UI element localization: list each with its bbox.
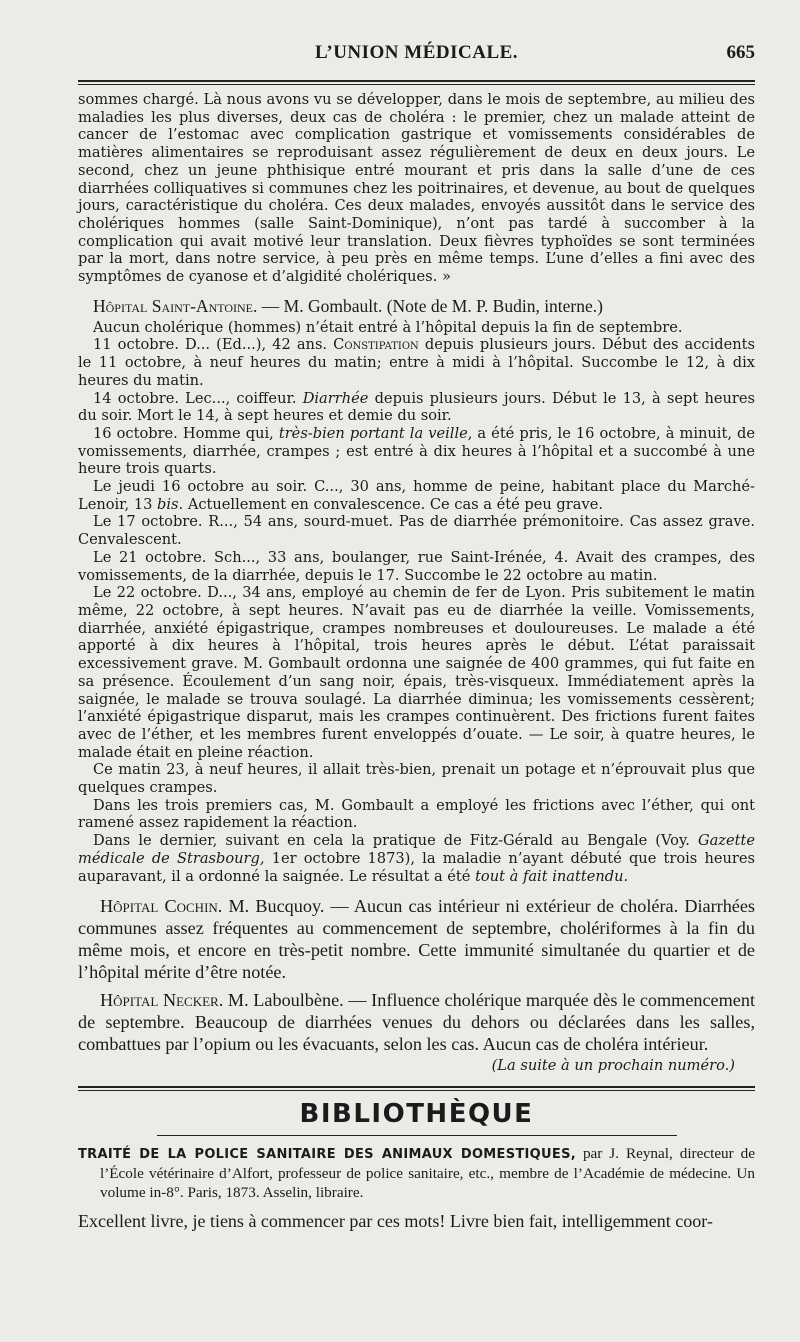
paragraph: 16 octobre. Homme qui, très-bien portant la veille, a été pris, le 16 octobre, à minuit, de vomissements, diarrhée, crampes ; est entré à dix heures à l’hôpital et a succombé à une heure trois quarts. <box>78 424 755 478</box>
cochin-paragraph: Hôpital Cochin. M. Bucquoy. — Aucun cas intérieur ni extérieur de choléra. Diarrhées communes assez fréquentes au commencement de septembre, cholériformes à la fin du même mois, et encore en très-petit nombre. Cette immunité simultanée du quartier et de l’hôpital mérite d’être notée. <box>78 896 756 983</box>
intro-paragraph: sommes chargé. Là nous avons vu se développer, dans le mois de septembre, au milieu des maladies les plus diverses, deux cas de choléra : le premier, chez un malade atteint de cancer de l’estomac avec complication gastrique et vomissements considérables de matières alimentaires se reproduisant assez régulièrement de deux en deux jours. Le second, chez un jeune phthisique entré mourant et pris dans la salle d’une de ces diarrhées colliquatives si communes chez les poitrinaires, et devenue, au bout de quelques jours, caractéristique du choléra. Ces deux malades, envoyés aussitôt dans le service des cholériques hommes (salle Saint-Dominique), n’ont pas tardé à succomber à la complication qui avait motivé leur translation. Deux fièvres typhoïdes se sont terminées par la mort, dans notre service, à peu près en même temps. L’une d’elles a fini avec des symptômes de cyanose et d’algidité cholériques. » <box>78 91 755 286</box>
paragraph: 14 octobre. Lec..., coiffeur. Diarrhée depuis plusieurs jours. Début le 13, à sept heures du soir. Mort le 14, à sept heures et demie du soir. <box>78 389 755 425</box>
book-title: TRAITÉ DE LA POLICE SANITAIRE DES ANIMAUX DOMESTIQUES, <box>78 1147 576 1163</box>
book-entry <box>78 1144 755 1202</box>
saint-antoine-section <box>78 319 755 886</box>
header-rule <box>78 80 755 85</box>
section-title: BIBLIOTHÈQUE <box>299 1099 534 1130</box>
paragraph: Ce matin 23, à neuf heures, il allait très-bien, prenait un potage et n’éprouvait plus que quelques crampes. <box>78 761 755 797</box>
book-details: par J. Reynal, directeur de l’École vétérinaire d’Alfort, professeur de police sanitaire, etc., membre de l’Académie de médecine. Un volume in-8°. Paris, 1873. Asselin, libraire. <box>100 1145 756 1202</box>
paragraph: Dans le dernier, suivant en cela la pratique de Fitz-Gérald au Bengale (Voy. Gazette médicale de Strasbourg, 1er octobre 1873), la maladie n’ayant débuté que trois heures auparavant, il a ordonné la saignée. Le résultat a été tout à fait inattendu. <box>78 832 756 885</box>
title-rule <box>157 1135 677 1136</box>
page-number: 665 <box>726 42 755 63</box>
paragraph: Dans les trois premiers cas, M. Gombault a employé les frictions avec l’éther, qui ont ramené assez rapidement la réaction. <box>78 796 755 832</box>
hospital-reports <box>78 895 755 1055</box>
running-title: L’UNION MÉDICALE. <box>314 42 519 63</box>
review-text: Excellent livre, je tiens à commencer par ces mots! Livre bien fait, intelligemment coor- <box>78 1211 713 1232</box>
paragraph: Le jeudi 16 octobre au soir. C..., 30 ans, homme de peine, habitant place du Marché-Lenoir, 13 bis. Actuellement en convalescence. Ce cas a été peu grave. <box>78 478 755 513</box>
necker-paragraph: Hôpital Necker. M. Laboulbène. — Influence cholérique marquée dès le commencement de septembre. Beaucoup de diarrhées venues du dehors ou déclarées dans les salles, combattues par l’opium ou les évacuants, selon les cas. Aucun cas de choléra intérieur. <box>78 990 755 1055</box>
page-header <box>78 42 755 78</box>
paragraph: Le 22 octobre. D..., 34 ans, employé au chemin de fer de Lyon. Pris subitement le matin même, 22 octobre, à sept heures. N’avait pas eu de diarrhée la veille. Vomissements, diarrhée, anxiété épigastrique, crampes nombreuses et douloureuses. Le malade a été apporté à dix heures à l’hôpital, trois heures après le début. L’état paraissait excessivement grave. M. Gombault ordonna une saignée de 400 grammes, qui fut faite en sa présence. Écoulement d’un sang noir, épais, très-visqueux. Immédiatement après la saignée, le malade se trouva soulagé. La diarrhée diminua; les vomissements cessèrent; l’anxiété épigastrique disparut, mais les crampes continuèrent. Des frictions furent faites avec de l’éther, et les membres furent enveloppés d’ouate. — Le soir, à quatre heures, le malade était en pleine réaction. <box>78 584 755 761</box>
paragraph: Le 21 octobre. Sch..., 33 ans, boulanger, rue Saint-Irénée, 4. Avait des crampes, des vomissements, de la diarrhée, depuis le 17. Succombe le 22 octobre au matin. <box>78 548 755 584</box>
intro-section <box>78 91 755 286</box>
paragraph: Aucun cholérique (hommes) n’était entré à l’hôpital depuis la fin de septembre. <box>93 318 683 336</box>
paragraph: Le 17 octobre. R..., 54 ans, sourd-muet. Pas de diarrhée prémonitoire. Cas assez grave. Cenvalescent. <box>78 513 755 549</box>
section-rule <box>78 1086 755 1091</box>
continued-note: (La suite à un prochain numéro.) <box>491 1057 735 1075</box>
paragraph: 11 octobre. D... (Ed...), 42 ans. Constipation depuis plusieurs jours. Début des accidents le 11 octobre, à neuf heures du matin; entre à midi à l’hôpital. Succombe le 12, à dix heures du matin. <box>78 336 755 389</box>
saint-antoine-heading: Hôpital Saint-Antoine. — M. Gombault. (Note de M. P. Budin, interne.) <box>93 295 603 316</box>
